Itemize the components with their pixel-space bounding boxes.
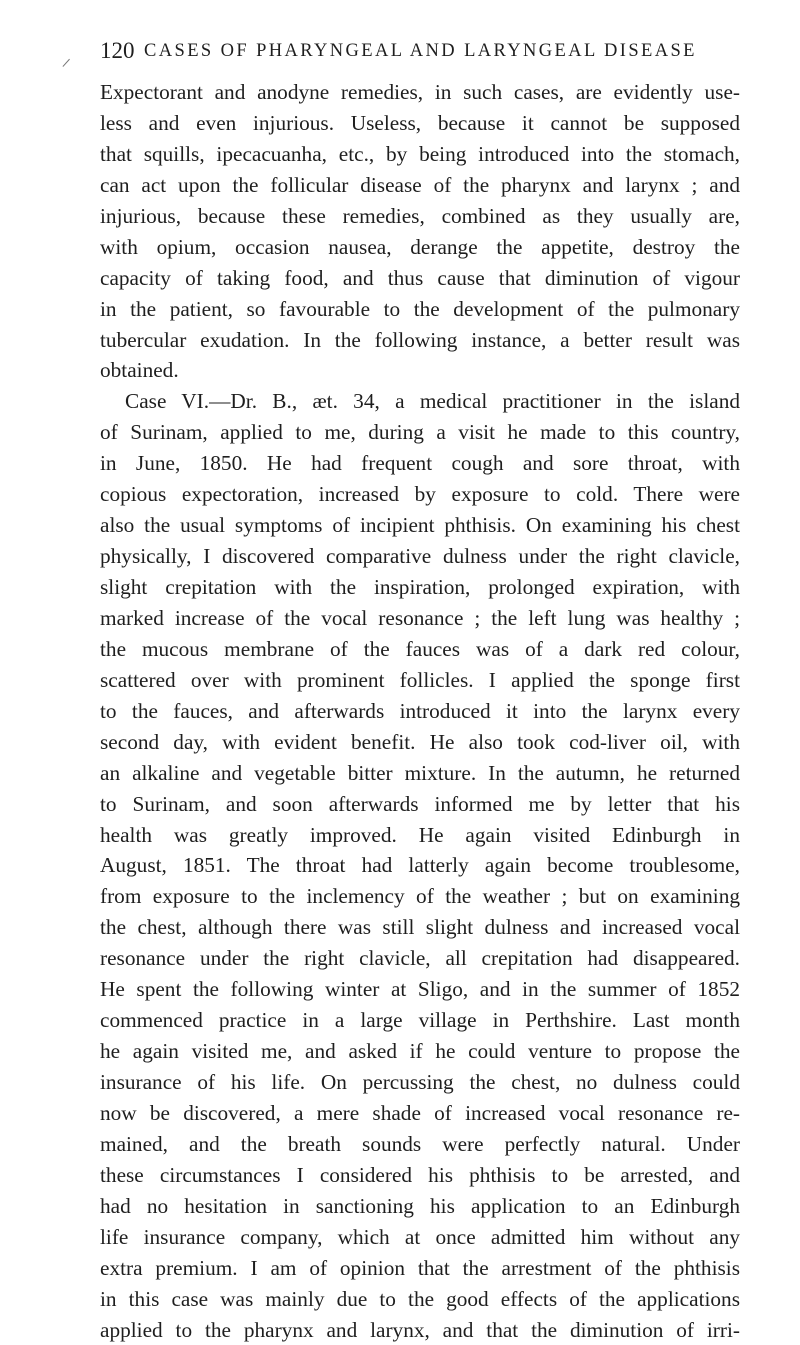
text-line: applied to the pharynx and larynx, and that the diminution of irri- [100,1315,740,1345]
text-line: in this case was mainly due to the good effects of the applications [100,1284,740,1315]
text-line: with opium, occasion nausea, derange the appetite, destroy the [100,232,740,263]
text-line: scattered over with prominent follicles. I applied the sponge first [100,665,740,696]
text-line: August, 1851. The throat had latterly again become troublesome, [100,850,740,881]
text-line: of Surinam, applied to me, during a visit he made to this country, [100,417,740,448]
text-line: injurious, because these remedies, combined as they usually are, [100,201,740,232]
text-line: obtained. [100,355,740,386]
text-line: capacity of taking food, and thus cause that diminution of vigour [100,263,740,294]
page-number: 120 [100,36,135,66]
text-line: life insurance company, which at once admitted him without any [100,1222,740,1253]
text-line: mained, and the breath sounds were perfectly natural. Under [100,1129,740,1160]
text-line: that squills, ipecacuanha, etc., by being introduced into the stomach, [100,139,740,170]
text-line: marked increase of the vocal resonance ; the left lung was healthy ; [100,603,740,634]
text-line: health was greatly improved. He again visited Edinburgh in [100,820,740,851]
text-line: also the usual symptoms of incipient phthisis. On examining his chest [100,510,740,541]
text-line: physically, I discovered comparative dulness under the right clavicle, [100,541,740,572]
text-line: second day, with evident benefit. He also took cod-liver oil, with [100,727,740,758]
text-line: commenced practice in a large village in Perthshire. Last month [100,1005,740,1036]
running-title: CASES OF PHARYNGEAL AND LARYNGEAL DISEASE [144,36,697,66]
text-line: He spent the following winter at Sligo, and in the summer of 1852 [100,974,740,1005]
text-line: these circumstances I considered his phthisis to be arrested, and [100,1160,740,1191]
text-line: extra premium. I am of opinion that the arrestment of the phthisis [100,1253,740,1284]
text-line: less and even injurious. Useless, because it cannot be supposed [100,108,740,139]
text-line: copious expectoration, increased by exposure to cold. There were [100,479,740,510]
text-line: to Surinam, and soon afterwards informed me by letter that his [100,789,740,820]
stray-pen-mark [62,59,70,67]
text-line: in the patient, so favourable to the development of the pulmonary [100,294,740,325]
text-line: tubercular exudation. In the following instance, a better result was [100,325,740,356]
case-heading-line: Case VI.—Dr. B., æt. 34, a medical practitioner in the island [100,386,740,417]
running-head [100,36,740,66]
text-line: the chest, although there was still slight dulness and increased vocal [100,912,740,943]
text-line: had no hesitation in sanctioning his application to an Edinburgh [100,1191,740,1222]
text-line: slight crepitation with the inspiration, prolonged expiration, with [100,572,740,603]
text-line: can act upon the follicular disease of the pharynx and larynx ; and [100,170,740,201]
text-line: Expectorant and anodyne remedies, in such cases, are evidently use- [100,77,740,108]
text-line: insurance of his life. On percussing the chest, no dulness could [100,1067,740,1098]
text-line: to the fauces, and afterwards introduced it into the larynx every [100,696,740,727]
text-line: the mucous membrane of the fauces was of a dark red colour, [100,634,740,665]
text-line: in June, 1850. He had frequent cough and sore throat, with [100,448,740,479]
text-line: now be discovered, a mere shade of increased vocal resonance re- [100,1098,740,1129]
text-line: he again visited me, and asked if he could venture to propose the [100,1036,740,1067]
text-line: from exposure to the inclemency of the weather ; but on examining [100,881,740,912]
text-line: resonance under the right clavicle, all crepitation had disappeared. [100,943,740,974]
text-line: an alkaline and vegetable bitter mixture. In the autumn, he returned [100,758,740,789]
body-text [100,77,740,1345]
